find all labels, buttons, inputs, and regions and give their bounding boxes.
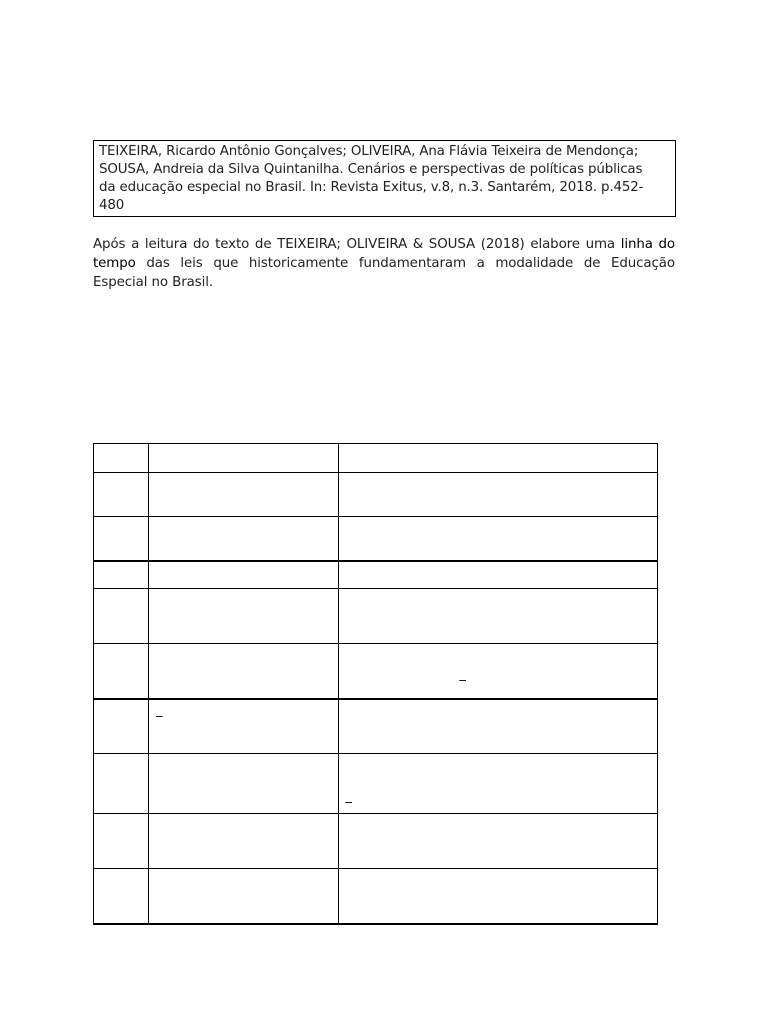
instruction-paragraph xyxy=(93,235,675,292)
dash-mark: _ xyxy=(345,789,352,804)
table-row xyxy=(94,589,658,644)
citation-line-1: TEIXEIRA, Ricardo Antônio Gonçalves; OLIVEIRA, Ana Flávia Teixeira de Mendonça; xyxy=(99,144,639,159)
table-cell[interactable] xyxy=(339,444,658,473)
table-row xyxy=(94,517,658,561)
table-row xyxy=(94,473,658,517)
table-cell[interactable] xyxy=(149,589,339,644)
table-cell[interactable] xyxy=(149,869,339,924)
instruction-emphasis-2: tempo xyxy=(93,256,136,271)
table-cell[interactable] xyxy=(339,473,658,517)
table-row xyxy=(94,754,658,814)
table-cell[interactable] xyxy=(339,699,658,754)
table-cell[interactable] xyxy=(94,444,149,473)
table-cell[interactable] xyxy=(149,644,339,699)
table-cell[interactable] xyxy=(149,473,339,517)
citation-line-3: da educação especial no Brasil. In: Revista Exitus, v.8, n.3. Santarém, 2018. p.452- xyxy=(99,180,644,195)
instruction-text-1: Após a leitura do texto de TEIXEIRA; OLIVEIRA & SOUSA (2018) elabore uma xyxy=(93,237,621,252)
timeline-table xyxy=(93,443,658,925)
table-cell[interactable] xyxy=(94,517,149,561)
table-cell[interactable] xyxy=(94,589,149,644)
table-cell[interactable] xyxy=(149,699,339,754)
instruction-text-2: das leis que historicamente fundamentaram a modalidade de Educação xyxy=(135,256,675,271)
table-row xyxy=(94,869,658,924)
dash-mark: _ xyxy=(156,702,163,718)
table-cell[interactable] xyxy=(339,814,658,869)
table-row xyxy=(94,814,658,869)
table-cell[interactable] xyxy=(94,561,149,589)
table-cell[interactable] xyxy=(94,754,149,814)
table-cell[interactable] xyxy=(94,644,149,699)
table-cell[interactable] xyxy=(149,517,339,561)
citation-line-4: 480 xyxy=(99,198,125,213)
table-cell[interactable] xyxy=(339,561,658,589)
table-cell[interactable] xyxy=(94,869,149,924)
citation-box xyxy=(93,140,676,217)
table-cell[interactable] xyxy=(94,699,149,754)
table-cell[interactable] xyxy=(149,561,339,589)
table-cell[interactable] xyxy=(339,517,658,561)
instruction-emphasis-1: linha do xyxy=(620,237,675,252)
table-cell[interactable] xyxy=(339,589,658,644)
table-cell[interactable] xyxy=(94,473,149,517)
dash-mark: _ xyxy=(459,667,466,682)
instruction-line-1 xyxy=(93,235,675,254)
table-row xyxy=(94,561,658,589)
table-cell[interactable] xyxy=(149,814,339,869)
table-cell[interactable] xyxy=(339,869,658,924)
table-cell[interactable] xyxy=(149,444,339,473)
table-row xyxy=(94,444,658,473)
table-row xyxy=(94,699,658,754)
citation-line-2: SOUSA, Andreia da Silva Quintanilha. Cenários e perspectivas de políticas públicas xyxy=(99,162,643,177)
table-cell[interactable] xyxy=(339,754,658,814)
table-row xyxy=(94,644,658,699)
table-cell[interactable] xyxy=(94,814,149,869)
instruction-line-2 xyxy=(93,254,675,273)
table-cell[interactable] xyxy=(339,644,658,699)
instruction-line-3: Especial no Brasil. xyxy=(93,275,214,290)
table-cell[interactable] xyxy=(149,754,339,814)
